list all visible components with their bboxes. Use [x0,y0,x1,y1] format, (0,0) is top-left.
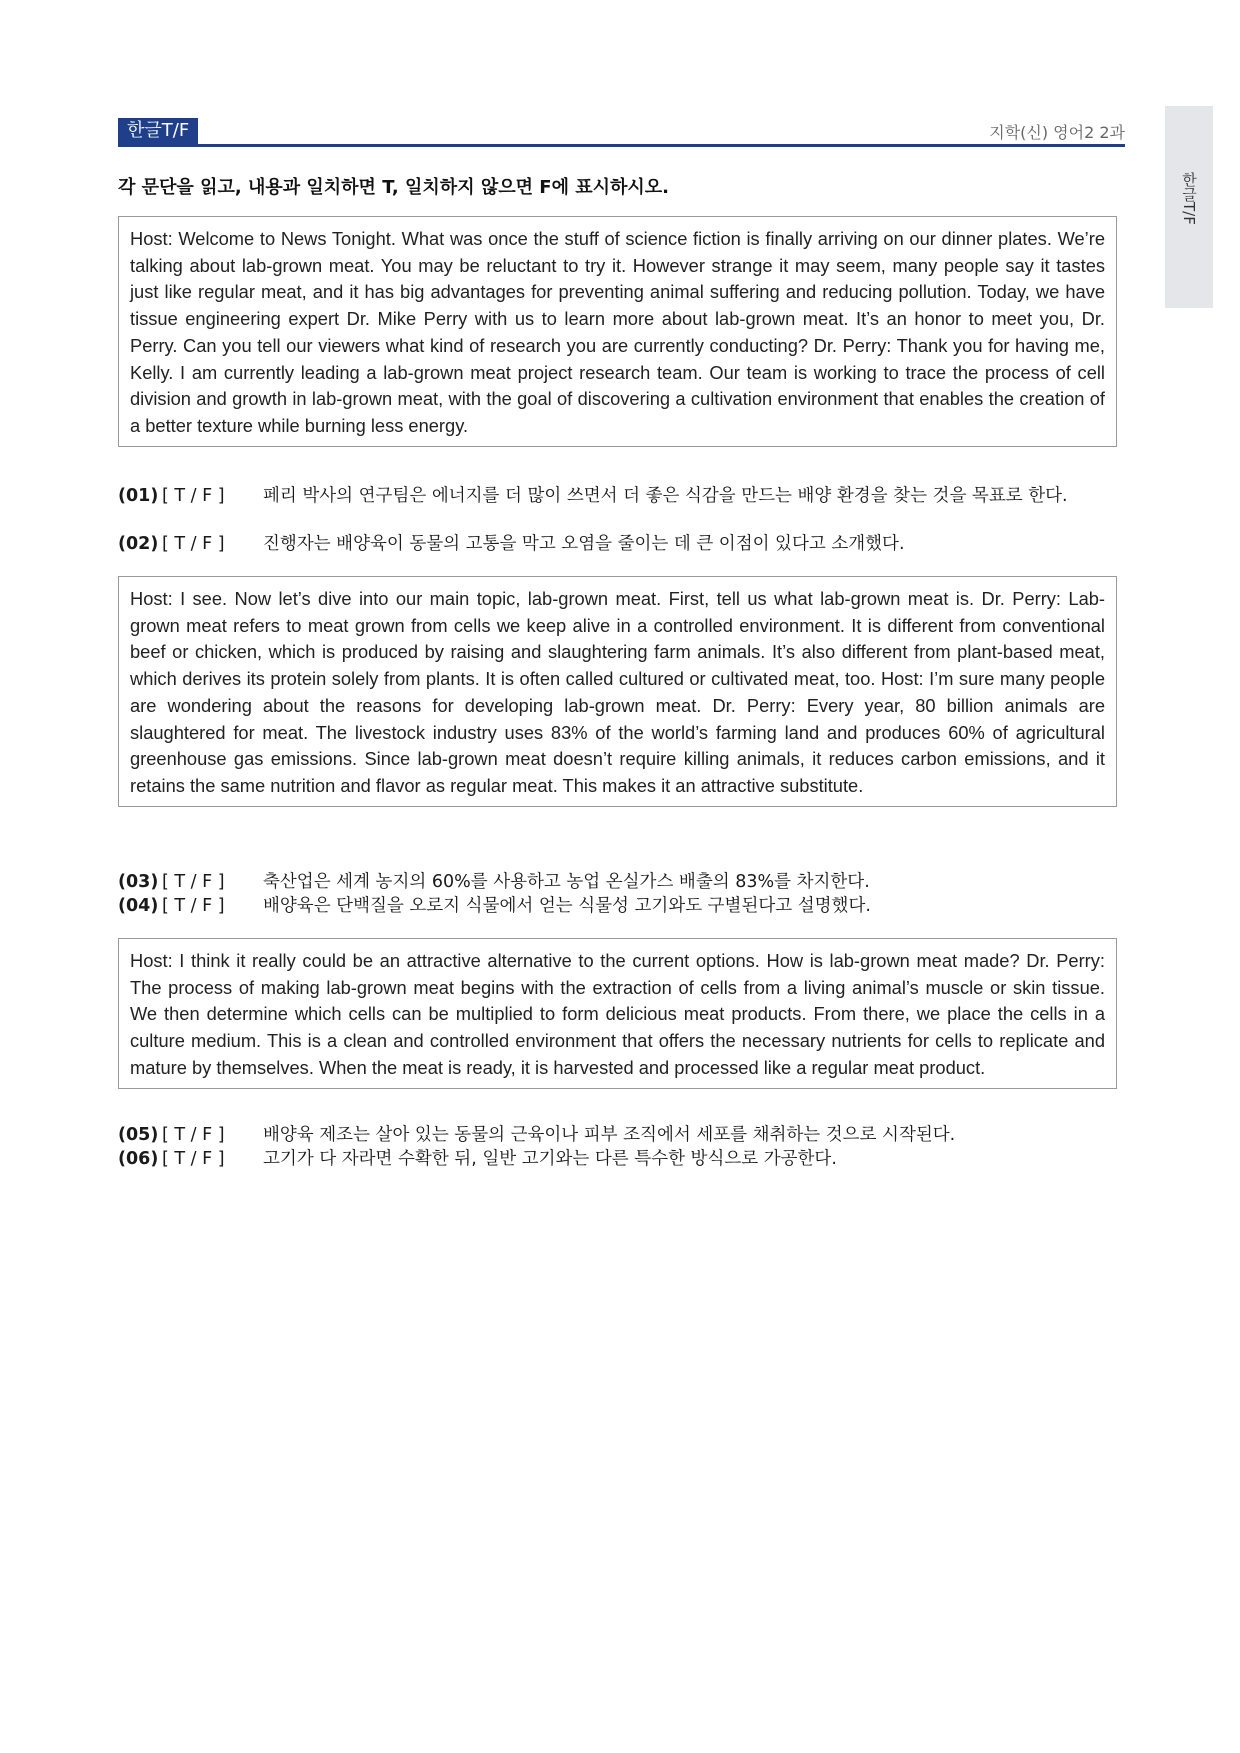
question-number: (05) [118,1125,159,1145]
tf-selector[interactable]: [ T / F ] [162,896,225,916]
question-text: 고기가 다 자라면 수확한 뒤, 일반 고기와는 다른 특수한 방식으로 가공한다. [263,1149,837,1169]
tf-selector[interactable]: [ T / F ] [162,1149,225,1169]
tf-selector[interactable]: [ T / F ] [162,486,225,506]
question-text: 페리 박사의 연구팀은 에너지를 더 많이 쓰면서 더 좋은 식감을 만드는 배양 환경을 찾는 것을 목표로 한다. [263,486,1068,506]
side-tab-label: 한글T/F [1180,172,1198,225]
section-tag: 한글T/F [118,118,198,144]
question-text: 배양육 제조는 살아 있는 동물의 근육이나 피부 조직에서 세포를 채취하는 것으로 시작된다. [263,1125,956,1145]
question-number: (01) [118,486,159,506]
tf-selector[interactable]: [ T / F ] [162,1125,225,1145]
question-number: (06) [118,1149,159,1169]
question-number: (03) [118,872,159,892]
passage-2: Host: I see. Now let’s dive into our main topic, lab-grown meat. First, tell us what lab-grown meat is. Dr. Perry: Lab-grown meat refers to meat grown from cells we keep alive in a controlled environment. It is different from conventional beef or chicken, which is produced by raising and slaughtering farm animals. It’s also different from plant-based meat, which derives its protein solely from plants. It is often called cultured or cultivated meat, too. Host: I’m sure many people are wondering about the reasons for developing lab-grown meat. Dr. Perry: Every year, 80 billion animals are slaughtered for meat. The livestock industry uses 83% of the world’s farming land and produces 60% of agricultural greenhouse gas emissions. Since lab-grown meat doesn’t require killing animals, it reduces carbon emissions, and it retains the same nutrition and flavor as regular meat. This makes it an attractive substitute. [118,576,1117,807]
passage-1: Host: Welcome to News Tonight. What was once the stuff of science fiction is finally arriving on our dinner plates. We’re talking about lab-grown meat. You may be reluctant to try it. However strange it may seem, many people say it tastes just like regular meat, and it has big advantages for preventing animal suffering and reducing pollution. Today, we have tissue engineering expert Dr. Mike Perry with us to learn more about lab-grown meat. It’s an honor to meet you, Dr. Perry. Can you tell our viewers what kind of research you are currently conducting? Dr. Perry: Thank you for having me, Kelly. I am currently leading a lab-grown meat project research team. Our team is working to trace the process of cell division and growth in lab-grown meat, with the goal of discovering a cultivation environment that enables the creation of a better texture while burning less energy. [118,216,1117,447]
question-number: (02) [118,534,159,554]
instructions: 각 문단을 읽고, 내용과 일치하면 T, 일치하지 않으면 F에 표시하시오. [118,177,670,198]
subject-label: 지학(신) 영어2 2과 [989,123,1125,142]
header-divider [118,144,1125,147]
page-header [118,118,1125,146]
question-text: 진행자는 배양육이 동물의 고통을 막고 오염을 줄이는 데 큰 이점이 있다고 소개했다. [263,534,905,554]
question-text: 축산업은 세계 농지의 60%를 사용하고 농업 온실가스 배출의 83%를 차지한다. [263,872,870,892]
question-number: (04) [118,896,159,916]
side-tab [1165,106,1213,308]
passage-3: Host: I think it really could be an attractive alternative to the current options. How is lab-grown meat made? Dr. Perry: The process of making lab-grown meat begins with the extraction of cells from a living animal’s muscle or skin tissue. We then determine which cells can be multiplied to form delicious meat products. From there, we place the cells in a culture medium. This is a clean and controlled environment that offers the necessary nutrients for cells to replicate and mature by themselves. When the meat is ready, it is harvested and processed like a regular meat product. [118,938,1117,1089]
tf-selector[interactable]: [ T / F ] [162,872,225,892]
question-text: 배양육은 단백질을 오로지 식물에서 얻는 식물성 고기와도 구별된다고 설명했다. [263,896,871,916]
tf-selector[interactable]: [ T / F ] [162,534,225,554]
